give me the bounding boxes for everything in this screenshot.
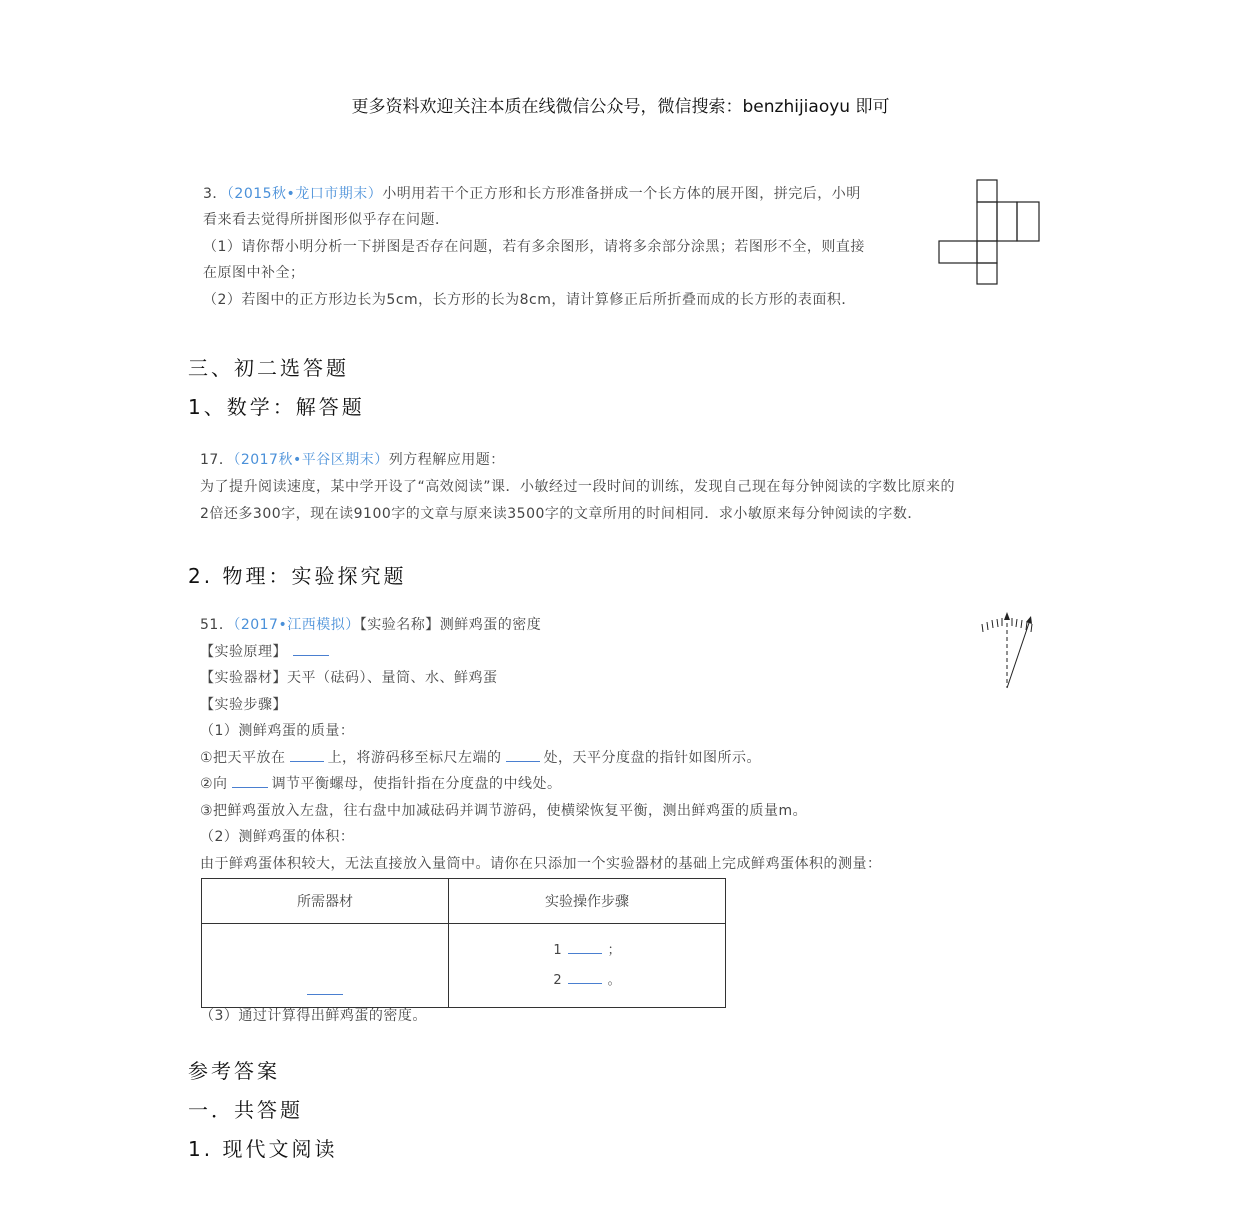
step1-blank[interactable] xyxy=(568,941,602,954)
section-heading: 三、初二选答题 xyxy=(188,356,349,380)
q51-number: 51． xyxy=(200,617,234,633)
q51-header xyxy=(200,614,541,634)
step-line-1 xyxy=(450,936,724,966)
step2-blank[interactable] xyxy=(568,971,602,984)
cuboid-net-figure xyxy=(936,178,1044,288)
q51-step2: （2）测鲜鸡蛋的体积： xyxy=(200,829,355,845)
q17-number: 17． xyxy=(200,452,234,468)
q51-steps: 【实验步骤】 xyxy=(200,697,287,713)
q3-source: （2015秋•龙口市期末） xyxy=(226,186,383,202)
q51-equipment: 【实验器材】天平（砝码）、量筒、水、鲜鸡蛋 xyxy=(200,670,498,686)
step1a-text-3: 处，天平分度盘的指针如图所示。 xyxy=(543,750,762,766)
q3-text-2: 看来看去觉得所拼图形似乎存在问题． xyxy=(203,212,450,228)
principle-label: 【实验原理】 xyxy=(200,644,287,660)
step2-number: 2 xyxy=(553,972,562,988)
answers-item: 1. 现代文阅读 xyxy=(188,1137,338,1161)
step1-end: ； xyxy=(607,942,621,958)
step-line-2 xyxy=(450,966,724,996)
table-header-steps: 实验操作步骤 xyxy=(449,879,726,924)
steps-cell xyxy=(449,924,726,1008)
balance-dial-figure xyxy=(976,610,1038,692)
q51-source: （2017•江西模拟） xyxy=(233,617,360,633)
q51-step1c: ③把鲜鸡蛋放入左盘，往右盘中加减砝码并调节游码，使横梁恢复平衡，测出鲜鸡蛋的质量m。 xyxy=(200,803,808,819)
physics-heading: 2. 物理：实验探究题 xyxy=(188,564,407,588)
q51-title: 【实验名称】测鲜鸡蛋的密度 xyxy=(359,617,542,633)
q51-step2a: 由于鲜鸡蛋体积较大，无法直接放入量筒中。请你在只添加一个实验器材的基础上完成鲜鸡蛋体积的测量： xyxy=(200,856,882,872)
equipment-cell xyxy=(202,924,449,1008)
q51-step1a xyxy=(200,747,761,767)
q17-text-1: 为了提升阅读速度，某中学开设了“高效阅读”课．小敏经过一段时间的训练，发现自己现在每分钟阅读的字数比原来的 xyxy=(200,479,956,495)
answers-subheading: 一．共答题 xyxy=(188,1098,303,1122)
q3-text-3: （1）请你帮小明分析一下拼图是否存在问题，若有多余图形，请将多余部分涂黑；若图形不全，则直接 xyxy=(203,239,865,255)
step1b-text-2: 调节平衡螺母，使指针指在分度盘的中线处。 xyxy=(271,776,562,792)
step2-end: 。 xyxy=(607,972,621,988)
experiment-table xyxy=(201,878,726,1008)
q3-number: 3． xyxy=(203,186,227,202)
q51-step1: （1）测鲜鸡蛋的质量： xyxy=(200,723,355,739)
q17-text-2: 2倍还多300字，现在读9100字的文章与原来读3500字的文章所用的时间相同．求小敏原来每分钟阅读的字数． xyxy=(200,506,922,522)
q3-line1 xyxy=(203,183,861,203)
equipment-blank[interactable] xyxy=(307,982,343,995)
step1b-text-1: ②向 xyxy=(200,776,228,792)
step1-number: 1 xyxy=(553,942,562,958)
q17-header xyxy=(200,449,505,469)
q51-step1b xyxy=(200,773,562,793)
q51-step3: （3）通过计算得出鲜鸡蛋的密度。 xyxy=(200,1008,427,1024)
math-heading: 1、数学：解答题 xyxy=(188,395,365,419)
page-header: 更多资料欢迎关注本质在线微信公众号，微信搜索：benzhijiaoyu 即可 xyxy=(351,97,890,117)
table-header-equipment: 所需器材 xyxy=(202,879,449,924)
principle-blank[interactable] xyxy=(293,643,329,656)
q17-title: 列方程解应用题： xyxy=(388,452,505,468)
q3-text-5: （2）若图中的正方形边长为5cm，长方形的长为8cm，请计算修正后所折叠而成的长方形的表面积． xyxy=(203,292,856,308)
answers-heading: 参考答案 xyxy=(188,1059,280,1083)
q3-text-1: 小明用若干个正方形和长方形准备拼成一个长方体的展开图，拼完后，小明 xyxy=(382,186,861,202)
step1a-text-1: ①把天平放在 xyxy=(200,750,286,766)
q51-principle xyxy=(200,641,329,661)
step1a-blank-2[interactable] xyxy=(506,749,540,762)
step1b-blank[interactable] xyxy=(232,775,268,788)
q17-source: （2017秋•平谷区期末） xyxy=(233,452,389,468)
step1a-blank-1[interactable] xyxy=(290,749,324,762)
step1a-text-2: 上，将游码移至标尺左端的 xyxy=(327,750,502,766)
q3-text-4: 在原图中补全； xyxy=(203,265,305,281)
